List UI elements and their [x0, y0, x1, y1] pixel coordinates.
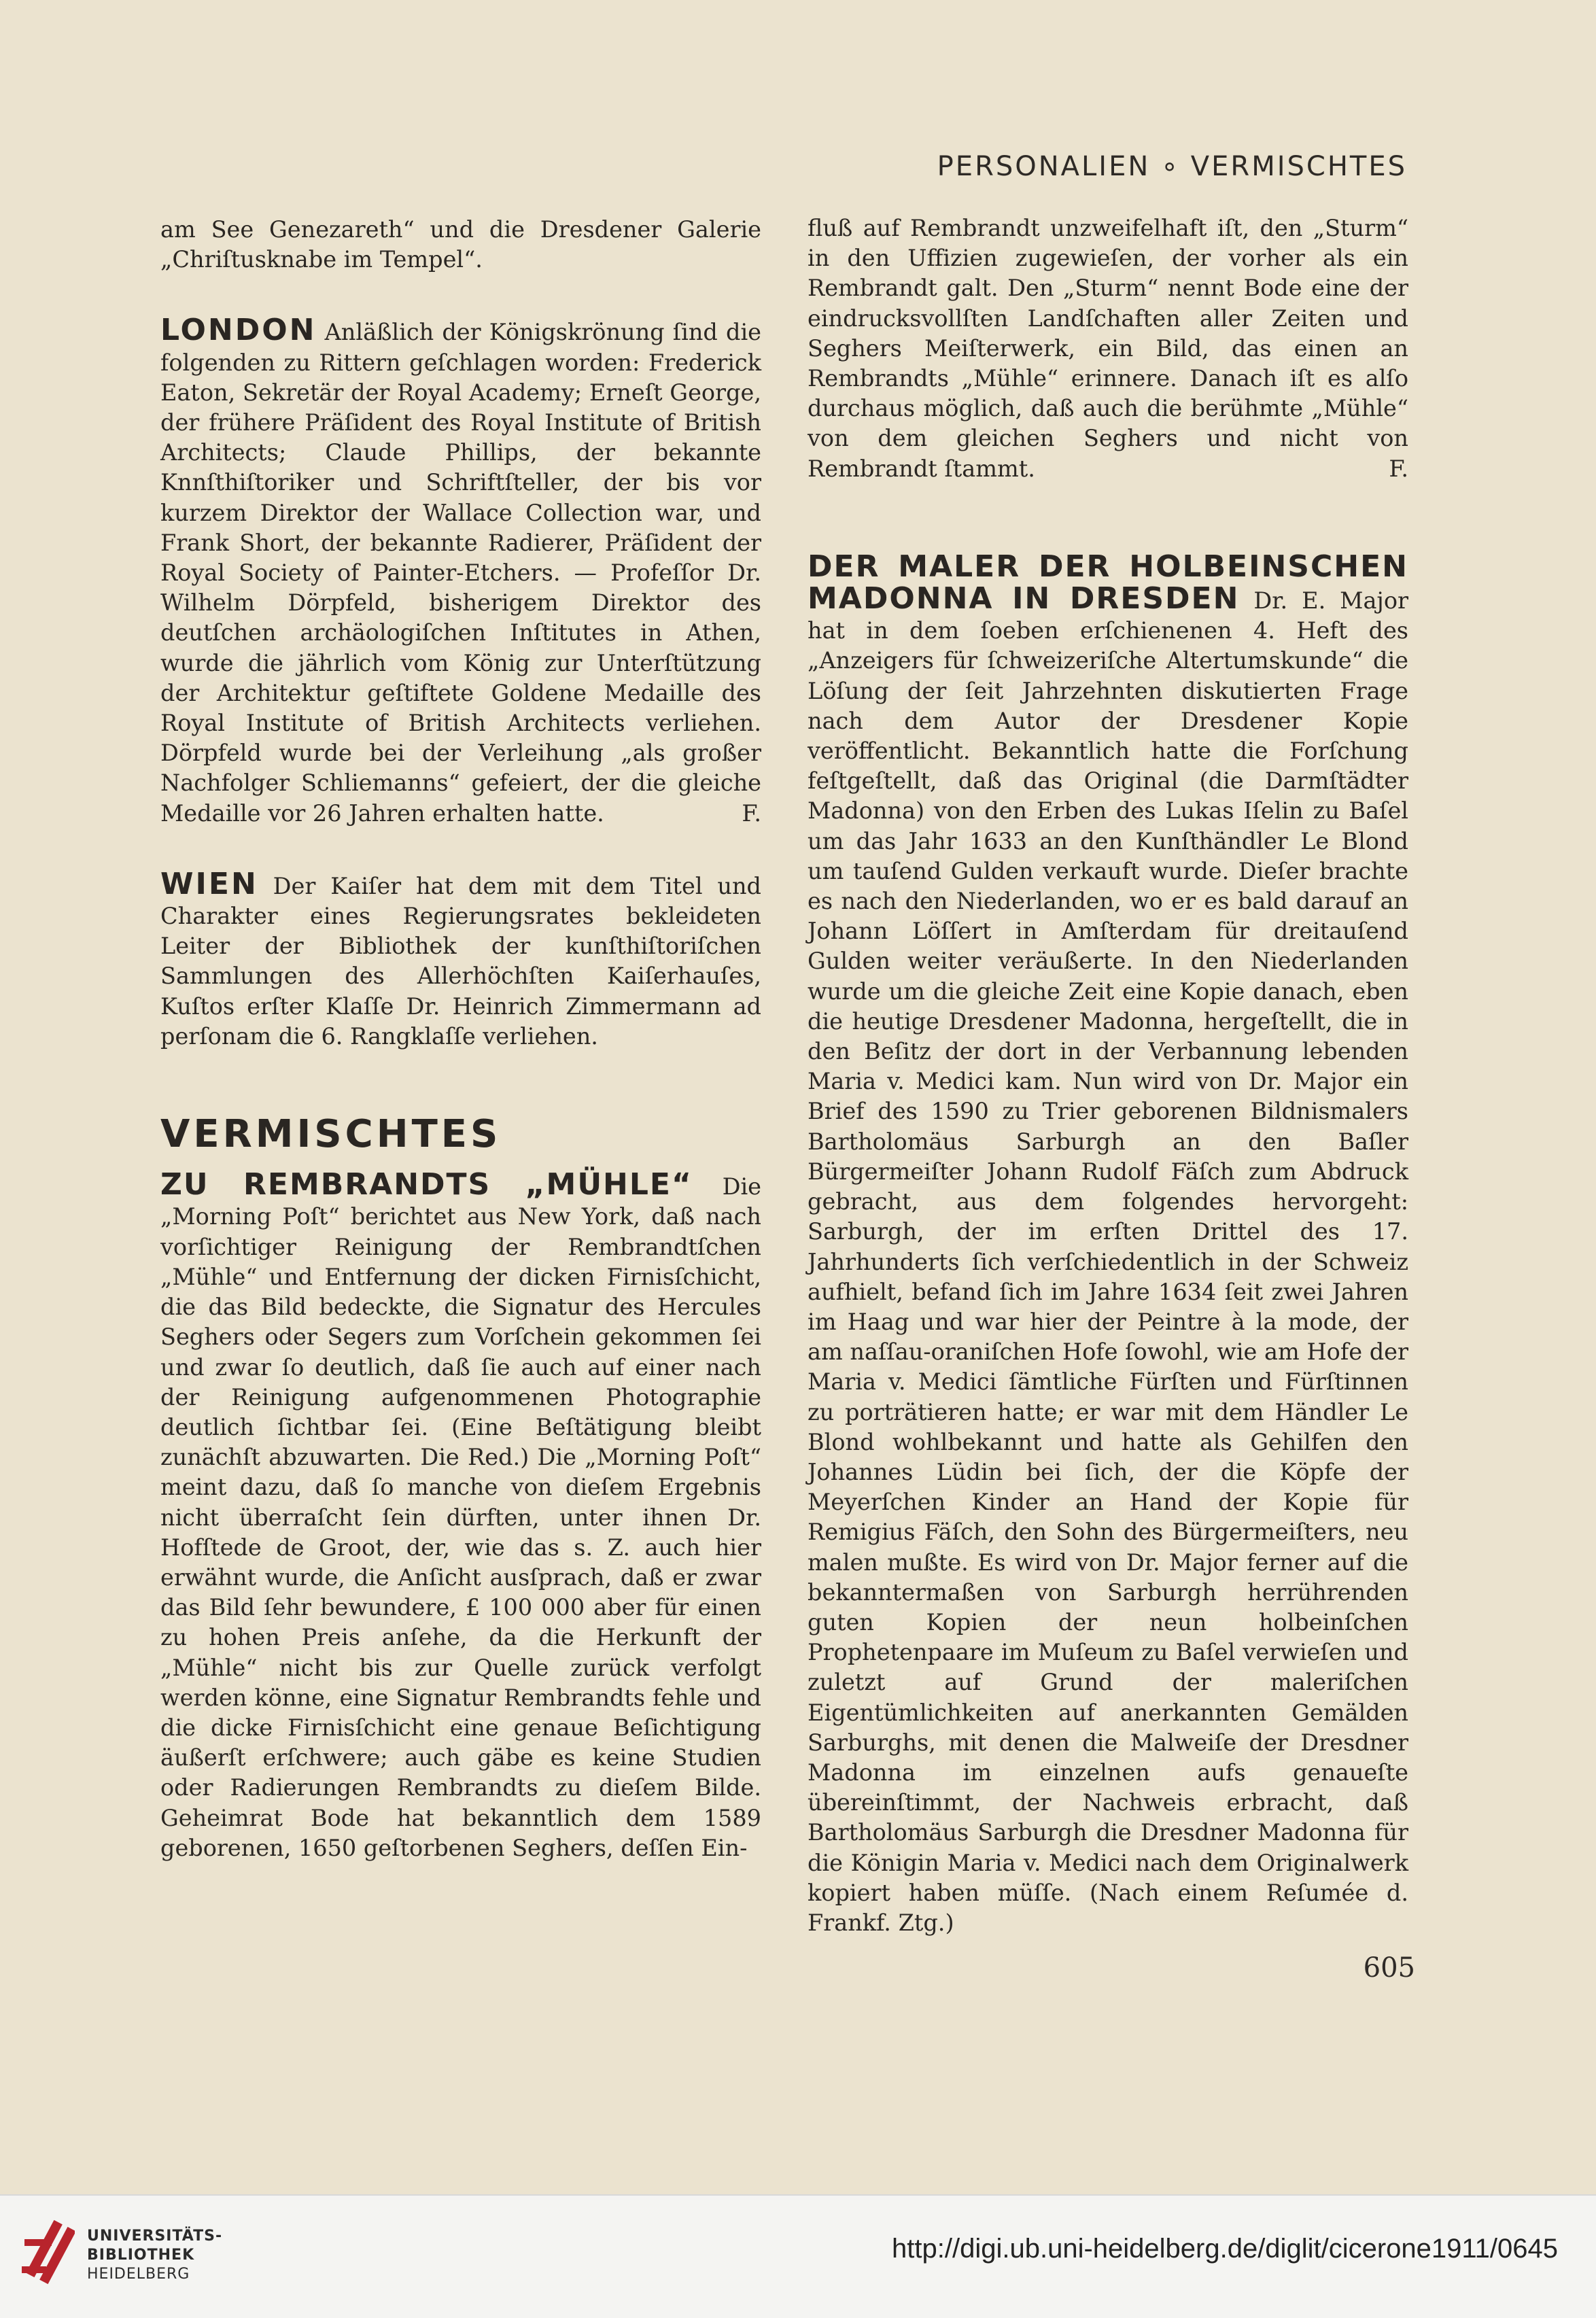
- library-name-line2: BIBLIOTHEK: [87, 2247, 195, 2264]
- library-name: [87, 2227, 222, 2284]
- holbein-heading: DER MALER DER HOLBEINSCHEN MADONNA IN DRESDEN: [808, 549, 1408, 617]
- source-url-link[interactable]: http://digi.ub.uni-heidelberg.de/diglit/cicerone1911/0645: [892, 2234, 1558, 2264]
- wien-text: Der Kaiſer hat dem mit dem Titel und Charakter eines Regierungsrates bekleideten Leiter der Bibliothek der kunſthiſtoriſchen Sammlungen des Allerhöchſten Kaiſerhauſes, Kuſtos erſter Klaſſe Dr. Heinrich Zimmermann ad perſonam die 6. Rangklaſſe verliehen.: [160, 872, 761, 1050]
- intro-paragraph: am See Genezareth“ und die Dresdener Galerie „Chriſtusknabe im Tempel“.: [160, 216, 761, 273]
- footer-bar: [0, 2194, 1596, 2318]
- right-column: [808, 213, 1408, 1938]
- holbein-article: [808, 549, 1409, 1938]
- muehle-continuation: [808, 213, 1408, 484]
- library-name-line3: HEIDELBERG: [87, 2266, 190, 2283]
- left-column: [160, 215, 761, 1863]
- muehle-cont-text: fluß auf Rembrandt unzweifelhaft iſt, den „Sturm“ in den Uffizien zugewieſen, der vorher als ein Rembrandt galt. Den „Sturm“ nennt Bode eine der eindrucksvollſten Landſchaften aller Zeiten und Seghers Meiſterwerk, ein Bild, das einen an Rembrandts „Mühle“ erinnere. Danach iſt es alſo durchaus möglich, daß auch die berühmte „Mühle“ von dem gleichen Seghers und nicht von Rembrandt ſtammt.: [808, 215, 1408, 482]
- running-head: PERSONALIEN ∘ VERMISCHTES: [937, 151, 1407, 182]
- muehle-article: [160, 1167, 761, 1863]
- london-signature: F.: [742, 799, 761, 827]
- muehle-heading: ZU REMBRANDTS „MÜHLE“: [160, 1167, 693, 1203]
- london-heading: LONDON: [160, 313, 317, 348]
- library-name-line1: UNIVERSITÄTS-: [87, 2228, 223, 2245]
- wien-article: [160, 866, 761, 1052]
- holbein-text: Dr. E. Major hat in dem ſoeben erſchienenen 4. Heft des „Anzeigers für ſchweizeriſche Altertumskunde“ die Löſung der ſeit Jahrzehnten diskutierten Frage nach dem Autor der Dresdener Kopie veröffentlicht. Bekanntlich hatte die Forſchung feſtgeſtellt, daß das Original (die Darmſtädter Madonna) von den Erben des Lukas Iſelin zu Baſel um das Jahr 1633 an den Kunſthändler Le Blond um tauſend Gulden verkauft wurde. Dieſer brachte es nach den Niederlanden, wo er es bald darauf an Johann Löſſert in Amſterdam für dreitauſend Gulden weiter veräußerte. In den Niederlanden wurde um die gleiche Zeit eine Kopie danach, eben die heutige Dresdener Madonna, hergeſtellt, die in den Beſitz der dort in der Verbannung lebenden Maria v. Medici kam. Nun wird von Dr. Major ein Brief des 1590 zu Trier geborenen Bildnismalers Bartholomäus Sarburgh an den Baſler Bürgermeiſter Johann Rudolf Fäſch zum Abdruck gebracht, aus dem folgendes hervorgeht: Sarburgh, der im erſten Drittel des 17. Jahrhunderts ſich verſchiedentlich in der Schweiz aufhielt, befand ſich im Jahre 1634 ſeit zwei Jahren im Haag und war hier der Peintre à la mode, der am naſſau-oraniſchen Hofe ſowohl, wie am Hofe der Maria v. Medici ſämtliche Fürſten und Fürſtinnen zu porträtieren hatte; er war mit dem Händler Le Blond wohlbekannt und hatte als Gehilfen den Johannes Lüdin bei ſich, der die Köpfe der Meyerſchen Kinder an Hand der Kopie für Remigius Fäſch, den Sohn des Bürgermeiſters, neu malen mußte. Es wird von Dr. Major ferner auf die bekanntermaßen von Sarburgh herrührenden guten Kopien der neun holbeinſchen Prophetenpaare im Muſeum zu Baſel verwieſen und zuletzt auf Grund der maleriſchen Eigentümlichkeiten auf anerkannten Gemälden Sarburghs, mit denen die Malweiſe der Dresdner Madonna im einzelnen aufs genaueſte übereinſtimmt, der Nachweis erbracht, daß Bartholomäus Sarburgh die Dresdner Madonna für die Königin Maria v. Medici nach dem Originalwerk kopiert haben müſſe. (Nach einem Reſumée d. Frankf. Ztg.): [808, 587, 1409, 1936]
- page-number: 605: [1363, 1952, 1415, 1984]
- london-text: Anläßlich der Königskrönung ſind die folgenden zu Rittern geſchlagen worden: Frederick Eaton, Sekretär der Royal Academy; Erneſt George, der frühere Präſident des Royal Institute of British Architects; Claude Phillips, der bekannte Knnſthiſtoriker und Schriftſteller, der bis vor kurzem Direktor der Wallace Collection war, und Frank Short, der bekannte Radierer, Präſident der Royal Society of Painter-Etchers. — Profeſſor Dr. Wilhelm Dörpfeld, bisherigem Direktor des deutſchen archäologiſchen Inſtitutes in Athen, wurde die jährlich vom König zur Unterſtützung der Architektur geſtiftete Goldene Medaille des Royal Institute of British Architects verliehen. Dörpfeld wurde bei der Verleihung „als großer Nachfolger Schliemanns“ gefeiert, der die gleiche Medaille vor 26 Jahren erhalten hatte.: [160, 319, 761, 827]
- muehle-signature: F.: [1389, 455, 1408, 482]
- london-article: [160, 315, 761, 828]
- section-title: VERMISCHTES: [160, 1112, 502, 1157]
- muehle-text: Die „Morning Poſt“ berichtet aus New York, daß nach vorſichtiger Reinigung der Rembrandtſchen „Mühle“ und Entfernung der dicken Firnisſchicht, die das Bild bedeckte, die Signatur des Hercules Seghers oder Segers zum Vorſchein gekommen ſei und zwar ſo deutlich, daß ſie auch auf einer nach der Reinigung aufgenommenen Photographie deutlich ſichtbar ſei. (Eine Beſtätigung bleibt zunächſt abzuwarten. Die Red.) Die „Morning Poſt“ meint dazu, daß ſo manche von dieſem Ergebnis nicht überraſcht ſein dürften, unter ihnen Dr. Hofſtede de Groot, der, wie das s. Z. auch hier erwähnt wurde, die Anſicht ausſprach, daß er zwar das Bild ſehr bewundere, £ 100 000 aber für einen zu hohen Preis anſehe, da die Herkunft der „Mühle“ nicht bis zur Quelle zurück verfolgt werden könne, eine Signatur Rembrandts fehle und die dicke Firnisſchicht eine genaue Beſichtigung äußerſt erſchwere; auch gäbe es keine Studien oder Radierungen Rembrandts zu dieſem Bilde. Geheimrat Bode hat bekanntlich dem 1589 geborenen, 1650 geſtorbenen Seghers, deſſen Ein-: [160, 1173, 761, 1861]
- wien-heading: WIEN: [160, 866, 258, 901]
- library-logo-icon: [19, 2216, 75, 2291]
